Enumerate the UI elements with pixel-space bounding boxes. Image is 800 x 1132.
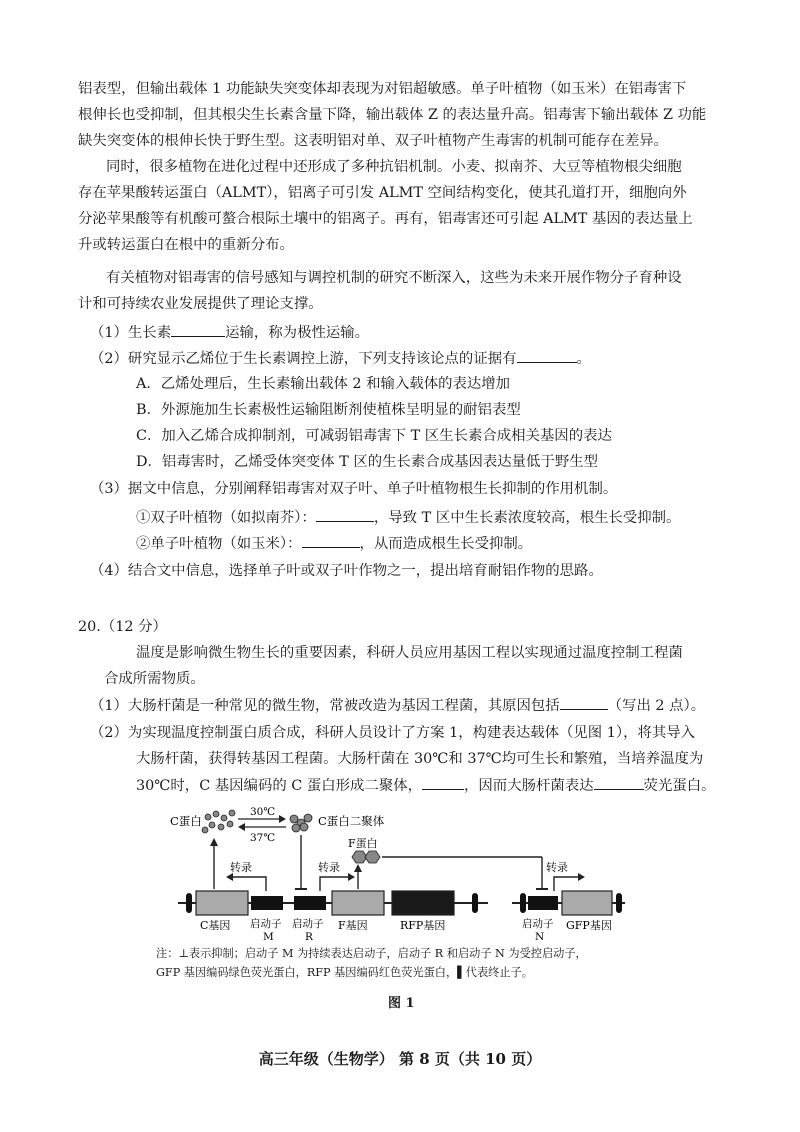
transcription-arrow-r bbox=[320, 877, 350, 891]
q20-sub2-line2: 大肠杆菌，获得转基因工程菌。大肠杆菌在 30℃和 37℃均可生长和繁殖，当培养温度为 bbox=[136, 751, 704, 767]
q20-sub2-line1: （2）为实现温度控制蛋白质合成，科研人员设计了方案 1，构建表达载体（见图 1），将其导入 bbox=[90, 725, 696, 741]
q19-sub3-item2-text-end: ，从而造成根生长受抑制。 bbox=[359, 536, 533, 552]
promoter-r-box bbox=[294, 896, 326, 910]
q19-sub4: （4）结合文中信息，选择单子叶或双子叶作物之一，提出培育耐铝作物的思路。 bbox=[90, 563, 603, 579]
q19-sub3-item1 bbox=[136, 506, 680, 529]
passage-p1-line2: 根伸长也受抑制，但其根尖生长素含量下降，输出载体 Z 的表达量升高。铝毒害下输出载体 Z 功能 bbox=[78, 107, 707, 123]
transcription-label-left: 转录 bbox=[230, 861, 252, 874]
q19-sub3: （3）据文中信息，分别阐释铝毒害对双子叶、单子叶植物根生长抑制的作用机制。 bbox=[90, 481, 618, 497]
terminator-icon bbox=[616, 893, 622, 913]
f-protein-icon bbox=[352, 851, 380, 863]
f-gene-label: F基因 bbox=[338, 919, 368, 932]
promoter-n-letter: N bbox=[535, 931, 545, 943]
q19-sub2-text-end: 。 bbox=[576, 351, 591, 367]
answer-blank[interactable] bbox=[171, 321, 225, 337]
f-protein-label: F蛋白 bbox=[348, 837, 378, 850]
terminator-icon bbox=[186, 893, 192, 913]
q20-heading: 20.（12 分） bbox=[78, 619, 167, 635]
passage-p2-line1: 同时，很多植物在进化过程中还形成了多种抗铝机制。小麦、拟南芥、大豆等植物根尖细胞 bbox=[106, 159, 682, 175]
arrowhead-icon bbox=[578, 873, 585, 881]
arrowhead-icon bbox=[238, 823, 245, 831]
arrowhead-icon bbox=[210, 838, 218, 846]
promoter-m-label: 启动子 bbox=[250, 918, 282, 930]
terminator-icon bbox=[520, 893, 526, 913]
temp-37-label: 37℃ bbox=[250, 832, 276, 844]
q20-intro-line2: 合成所需物质。 bbox=[104, 671, 205, 687]
c-gene-box bbox=[196, 891, 248, 915]
transcription-arrow-n bbox=[554, 877, 580, 891]
figure-note-line1: 注：⊥表示抑制；启动子 M 为持续表达启动子，启动子 R 和启动子 N 为受控启动子， bbox=[156, 947, 587, 960]
answer-blank[interactable] bbox=[316, 506, 374, 522]
passage-p2-line3: 分泌苹果酸等有机酸可螯合根际土壤中的铝离子。再有，铝毒害还可引起 ALMT 基因的表达量上 bbox=[78, 211, 693, 227]
page-footer: 高三年级（生物学） 第 8 页（共 10 页） bbox=[258, 1050, 542, 1068]
q20-sub2-line3-text-end: 荧光蛋白。 bbox=[643, 778, 716, 794]
c-dimer-label: C蛋白二聚体 bbox=[318, 814, 385, 828]
answer-blank[interactable] bbox=[302, 532, 360, 548]
q20-sub1 bbox=[90, 694, 705, 717]
q20-sub2-line3 bbox=[136, 774, 716, 797]
passage-p1-line3: 缺失突变体的根伸长快于野生型。这表明铝对单、双子叶植物产生毒害的机制可能存在差异。 bbox=[78, 133, 669, 149]
figure-title: 图 1 bbox=[388, 996, 415, 1011]
transcription-arrow-m bbox=[230, 877, 266, 891]
promoter-m-box bbox=[251, 896, 283, 910]
gfp-gene-box bbox=[562, 891, 612, 915]
q19-sub3-item2 bbox=[136, 532, 532, 555]
figure-1-diagram bbox=[170, 805, 640, 945]
answer-blank[interactable] bbox=[517, 347, 577, 363]
c-protein-label: C蛋白 bbox=[170, 814, 202, 828]
gfp-gene-label: GFP基因 bbox=[566, 919, 612, 932]
passage-p2-line2: 存在苹果酸转运蛋白（ALMT），铝离子可引发 ALMT 空间结构变化，使其孔道打开，细胞向外 bbox=[78, 185, 687, 201]
q20-intro-line1: 温度是影响微生物生长的重要因素，科研人员应用基因工程以实现通过温度控制工程菌 bbox=[136, 645, 683, 661]
figure-note-line2: GFP 基因编码绿色荧光蛋白，RFP 基因编码红色荧光蛋白，▌代表终止子。 bbox=[156, 966, 533, 979]
figure-1 bbox=[170, 805, 640, 945]
passage-p1-line1: 铝表型，但输出载体 1 功能缺失突变体却表现为对铝超敏感。单子叶植物（如玉米）在铝毒害下 bbox=[78, 81, 687, 97]
transcription-label-right: 转录 bbox=[546, 861, 568, 874]
q20-sub1-text-end: （写出 2 点）。 bbox=[607, 698, 706, 714]
q19-option-b: B．外源施加生长素极性运输阻断剂使植株呈明显的耐铝表型 bbox=[136, 402, 521, 418]
f-gene-box bbox=[332, 891, 384, 915]
promoter-n-box bbox=[528, 896, 558, 910]
q20-sub2-line3-text: 30℃时，C 基因编码的 C 蛋白形成二聚体， bbox=[136, 778, 423, 794]
answer-blank[interactable] bbox=[422, 774, 464, 790]
q19-option-c: C．加入乙烯合成抑制剂，可减弱铝毒害下 T 区生长素合成相关基因的表达 bbox=[136, 428, 612, 444]
arrowhead-icon bbox=[354, 864, 362, 872]
passage-p3-line2: 计和可持续农业发展提供了理论支撑。 bbox=[78, 296, 323, 312]
q20-sub1-text: （1）大肠杆菌是一种常见的微生物，常被改造为基因工程菌，其原因包括 bbox=[90, 698, 560, 714]
c-dimer-icon bbox=[290, 814, 312, 832]
arrowhead-icon bbox=[226, 873, 233, 881]
q19-option-a: A．乙烯处理后，生长素输出载体 2 和输入载体的表达增加 bbox=[136, 376, 511, 392]
rfp-gene-label: RFP基因 bbox=[400, 919, 446, 932]
q19-sub1 bbox=[90, 321, 369, 344]
q19-sub1-text-end: 运输，称为极性运输。 bbox=[225, 325, 370, 341]
answer-blank[interactable] bbox=[594, 774, 644, 790]
q19-sub1-text: （1）生长素 bbox=[90, 325, 172, 341]
arrowhead-icon bbox=[279, 815, 286, 823]
q19-sub2 bbox=[90, 347, 591, 370]
promoter-r-label: 启动子 bbox=[292, 918, 324, 930]
c-gene-label: C基因 bbox=[200, 919, 231, 932]
transcription-label-mid: 转录 bbox=[318, 861, 340, 874]
terminator-icon bbox=[472, 893, 478, 913]
c-protein-icon bbox=[202, 810, 235, 833]
passage-p2-line4: 升或转运蛋白在根中的重新分布。 bbox=[78, 237, 294, 253]
answer-blank[interactable] bbox=[560, 694, 608, 710]
q19-sub2-text: （2）研究显示乙烯位于生长素调控上游，下列支持该论点的证据有 bbox=[90, 351, 517, 367]
q19-sub3-item1-text: ①双子叶植物（如拟南芥）： bbox=[136, 510, 316, 526]
temp-30-label: 30℃ bbox=[250, 806, 276, 818]
q19-sub3-item2-text: ②单子叶植物（如玉米）： bbox=[136, 536, 302, 552]
rfp-gene-box bbox=[392, 891, 454, 915]
passage-p3-line1: 有关植物对铝毒害的信号感知与调控机制的研究不断深入，这些为未来开展作物分子育种设 bbox=[106, 270, 682, 286]
q19-option-d: D．铝毒害时，乙烯受体突变体 T 区的生长素合成基因表达量低于野生型 bbox=[136, 454, 599, 470]
arrowhead-icon bbox=[348, 873, 355, 881]
promoter-m-letter: M bbox=[263, 931, 274, 943]
promoter-r-letter: R bbox=[305, 931, 313, 943]
promoter-n-label: 启动子 bbox=[522, 918, 554, 930]
q20-sub2-line3-text-mid: ，因而大肠杆菌表达 bbox=[464, 778, 594, 794]
q19-sub3-item1-text-end: ，导致 T 区中生长素浓度较高，根生长受抑制。 bbox=[373, 510, 681, 526]
